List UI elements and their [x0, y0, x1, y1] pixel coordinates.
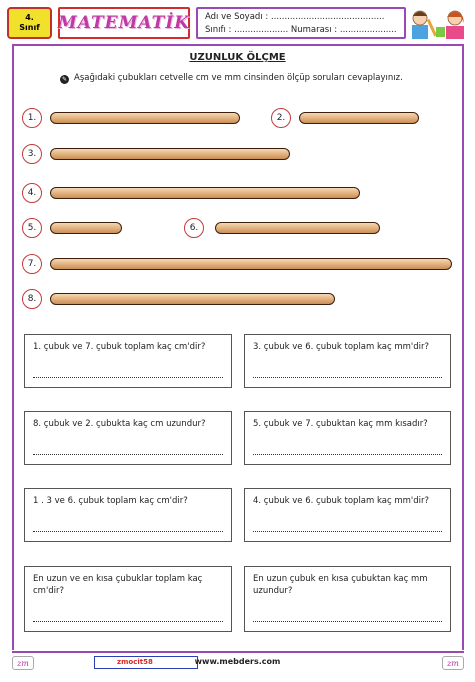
question-text-2: 3. çubuk ve 6. çubuk toplam kaç mm'dir?: [253, 342, 430, 352]
instruction-bullet-icon: ✎: [61, 76, 68, 83]
worksheet-code: zmocit58: [94, 656, 198, 669]
answer-line-8[interactable]: [253, 621, 442, 622]
instruction-text: Aşağıdaki çubukları cetvelle cm ve mm cinsinden ölçüp soruları cevaplayınız.: [74, 73, 403, 83]
subject-title: MATEMATİK: [57, 13, 191, 33]
question-box-5: [24, 488, 232, 542]
question-text-6: 4. çubuk ve 6. çubuk toplam kaç mm'dir?: [253, 496, 430, 506]
student-info-box: [196, 7, 406, 39]
question-box-2: [244, 334, 451, 388]
website-link[interactable]: www.mebders.com: [194, 657, 281, 666]
question-text-4: 5. çubuk ve 7. çubuktan kaç mm kısadır?: [253, 419, 428, 429]
stick-5: [50, 222, 122, 234]
answer-line-3[interactable]: [33, 454, 223, 455]
kids-illustration-icon: [410, 5, 468, 41]
question-box-8: [244, 566, 451, 632]
stick-4: [50, 187, 360, 199]
stick-number-6: 6.: [184, 218, 204, 238]
stick-number-1: 1.: [22, 108, 42, 128]
question-text-5: 1 . 3 ve 6. çubuk toplam kaç cm'dir?: [33, 496, 188, 506]
zm-logo-right-icon: zm: [442, 656, 464, 670]
question-text-3: 8. çubuk ve 2. çubukta kaç cm uzundur?: [33, 419, 206, 429]
stick-number-8: 8.: [22, 289, 42, 309]
question-text-1: 1. çubuk ve 7. çubuk toplam kaç cm'dir?: [33, 342, 206, 352]
stick-7: [50, 258, 452, 270]
stick-1: [50, 112, 240, 124]
class-number-field[interactable]: Sınıfı : .................... Numarası : .....................: [205, 25, 397, 35]
question-box-3: [24, 411, 232, 465]
name-field[interactable]: Adı ve Soyadı : ..........................................: [205, 12, 385, 22]
question-box-6: [244, 488, 451, 542]
stick-2: [299, 112, 419, 124]
stick-8: [50, 293, 335, 305]
answer-line-4[interactable]: [253, 454, 442, 455]
stick-number-4: 4.: [22, 183, 42, 203]
zm-logo-left-icon: zm: [12, 656, 34, 670]
answer-line-7[interactable]: [33, 621, 223, 622]
answer-line-6[interactable]: [253, 531, 442, 532]
instruction: [60, 73, 440, 84]
question-text-7: En uzun ve en kısa çubuklar toplam kaç cm'dir?: [33, 574, 203, 596]
answer-line-2[interactable]: [253, 377, 442, 378]
grade-number: 4.: [25, 13, 34, 22]
question-box-4: [244, 411, 451, 465]
stick-number-3: 3.: [22, 144, 42, 164]
subject-title-box: [58, 7, 190, 39]
stick-number-7: 7.: [22, 254, 42, 274]
stick-number-2: 2.: [271, 108, 291, 128]
grade-label: Sınıf: [19, 23, 40, 32]
footer-divider: [12, 651, 464, 653]
answer-line-1[interactable]: [33, 377, 223, 378]
grade-badge: [7, 7, 52, 39]
stick-3: [50, 148, 290, 160]
question-box-7: [24, 566, 232, 632]
answer-line-5[interactable]: [33, 531, 223, 532]
section-title: UZUNLUK ÖLÇME: [189, 52, 286, 63]
question-text-8: En uzun çubuk en kısa çubuktan kaç mm uzundur?: [253, 574, 428, 596]
stick-6: [215, 222, 380, 234]
question-box-1: [24, 334, 232, 388]
stick-number-5: 5.: [22, 218, 42, 238]
